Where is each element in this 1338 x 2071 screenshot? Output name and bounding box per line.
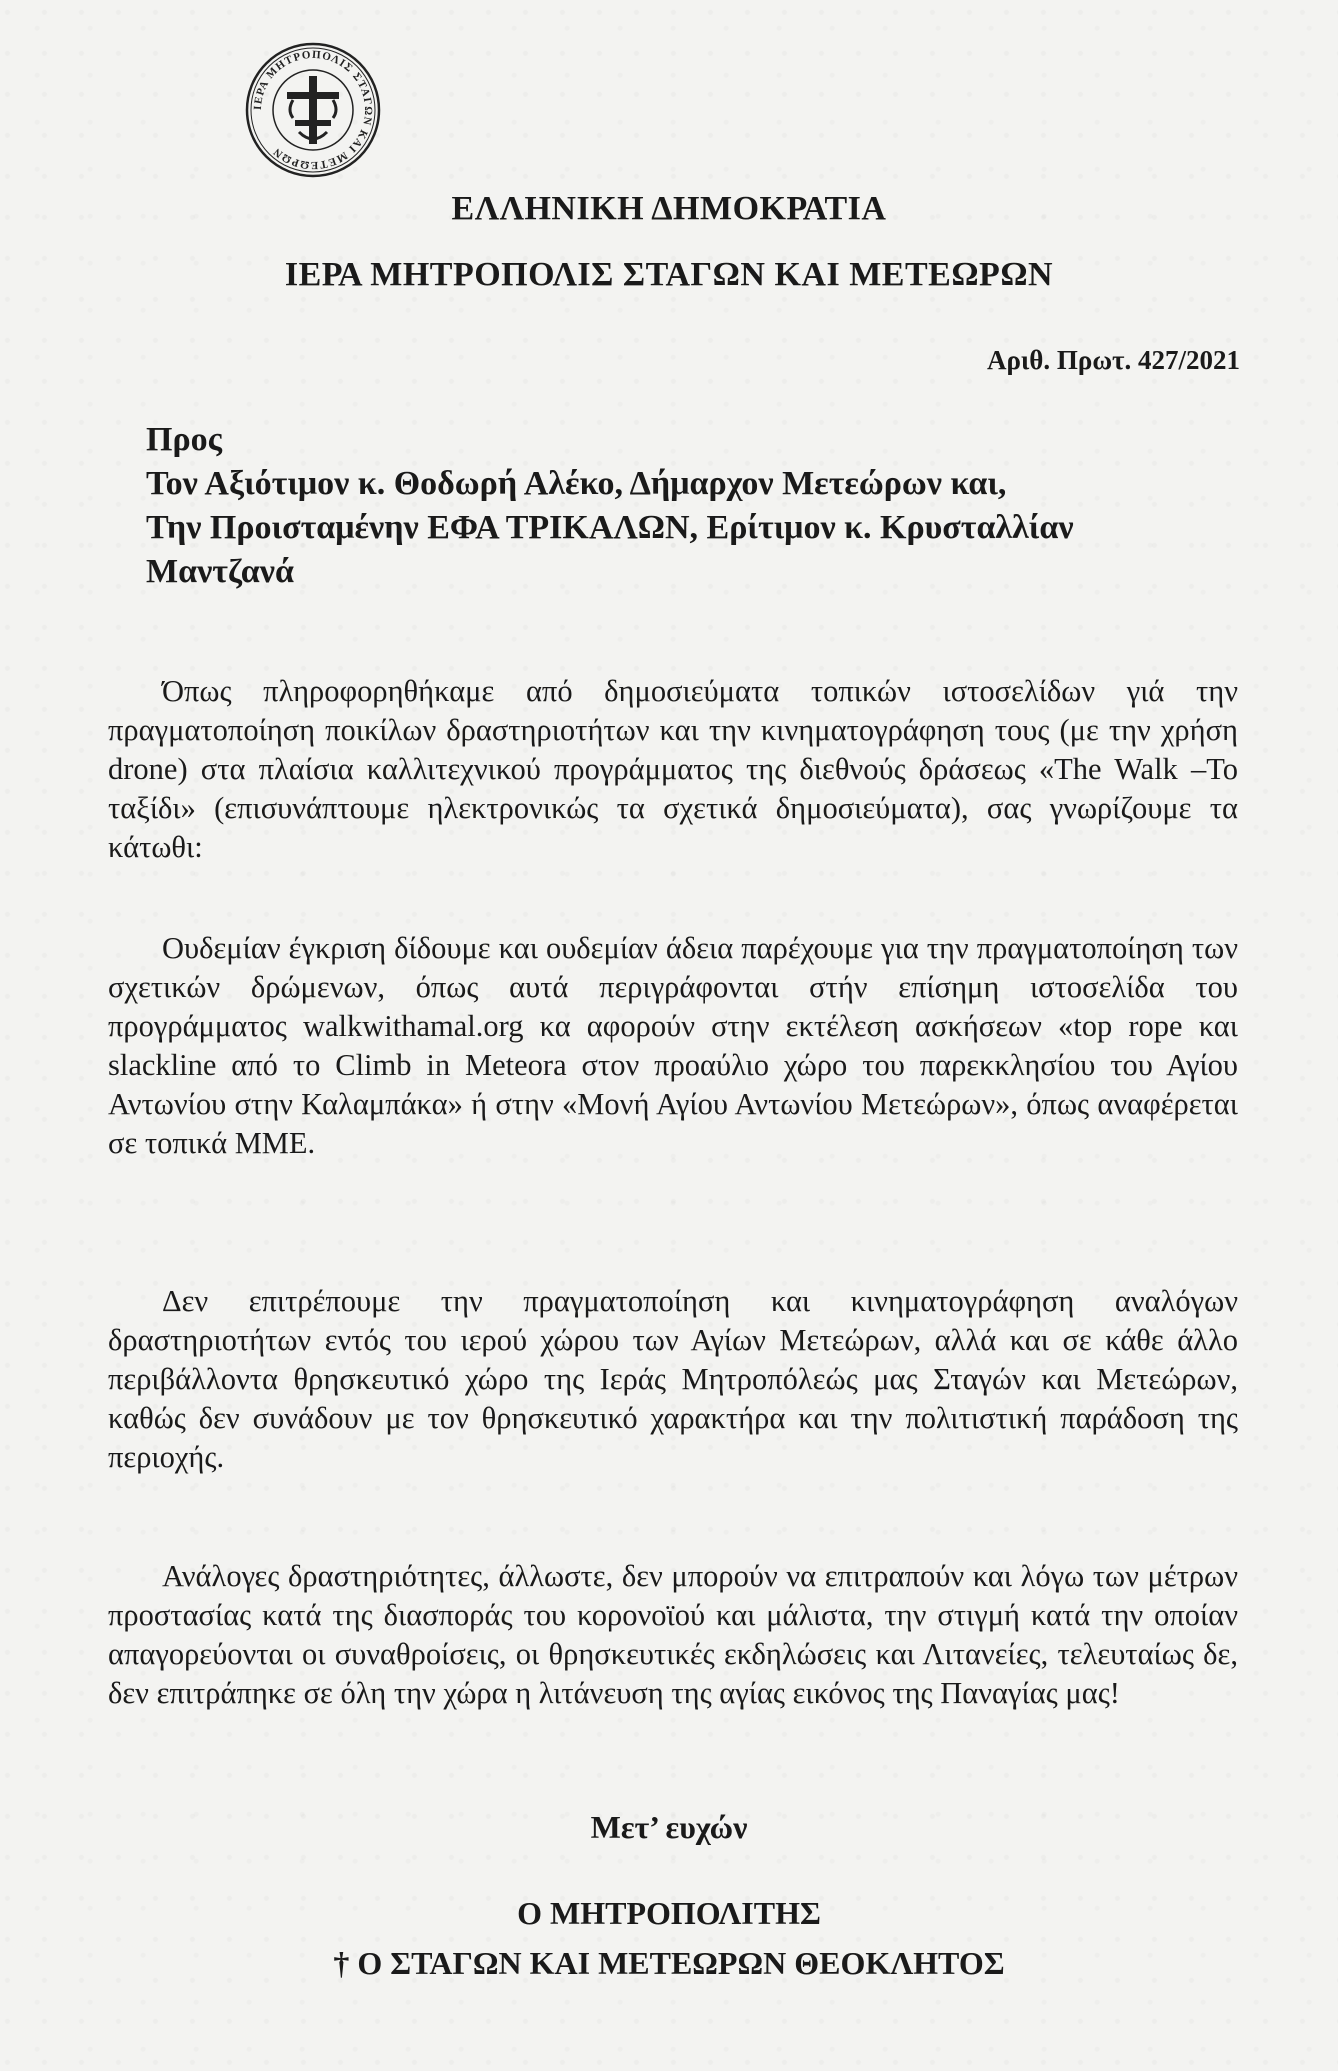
country-title: ΕΛΛΗΝΙΚΗ ΔΗΜΟΚΡΑΤΙΑ [451,190,887,227]
body-paragraph: Όπως πληροφορηθήκαμε από δημοσιεύματα τοπικών ιστοσελίδων γιά την πραγματοποίηση ποικίλων δραστηριοτήτων και την κινηματογράφηση τους (με την χρήση drone) στα πλαίσια καλλιτεχνικού προγράμματος της διεθνούς δράσεως «The Walk –Το ταξίδι» (επισυνάπτουμε ηλεκτρονικώς τα σχετικά δημοσιεύματα), σας γνωρίζουμε τα κάτωθι: [108,674,1238,864]
body-paragraph: Ουδεμίαν έγκριση δίδουμε και ουδεμίαν άδεια παρέχουμε για την πραγματοποίηση των σχετικών δρώμενων, όπως αυτά περιγράφονται στήν επίσημη ιστοσελίδα του προγράμματος walkwithamal.org κα αφορούν στην εκτέλεση ασκήσεων «top rope και slackline από το Climb in Meteora στον προαύλιο χώρο του παρεκκλησίου του Αγίου Αντωνίου στην Καλαμπάκα» ή στην «Μονή Αγίου Αντωνίου Μετεώρων», όπως αναφέρεται σε τοπικά ΜΜΕ. [108,931,1238,1160]
metropolis-seal-icon [243,40,383,180]
svg-text:ΙΕΡΑ ΜΗΤΡΟΠΟΛΙΣ ΣΤΑΓΩΝ ΚΑΙ ΜΕΤ: ΙΕΡΑ ΜΗΤΡΟΠΟΛΙΣ ΣΤΑΓΩΝ ΚΑΙ ΜΕΤΕΩΡΩΝ [251,48,375,172]
metropolis-title: ΙΕΡΑ ΜΗΤΡΟΠΟΛΙΣ ΣΤΑΓΩΝ ΚΑΙ ΜΕΤΕΩΡΩΝ [284,256,1054,293]
body-paragraph: Ανάλογες δραστηριότητες, άλλωστε, δεν μπορούν να επιτραπούν και λόγω των μέτρων προστασίας κατά της διασποράς του κορονοϊού και μάλιστα, την στιγμή κατά την οποίαν απαγορεύονται οι συναθροίσεις, οι θρησκευτικές εκδηλώσεις και Λιτανείες, τελευταίως δε, δεν επιτράπηκε σε όλη την χώρα η λιτάνευση της αγίας εικόνος της Παναγίας μας! [108,1559,1238,1710]
recipient-line: Τον Αξιότιμον κ. Θοδωρή Αλέκο, Δήμαρχον Μετεώρων και, [146,465,1007,502]
body-paragraph: Δεν επιτρέπουμε την πραγματοποίηση και κινηματογράφηση αναλόγων δραστηριοτήτων εντός του ιερού χώρου των Αγίων Μετεώρων, αλλά και σε κάθε άλλο περιβάλλοντα θρησκευτικό χώρο της Ιεράς Μητροπόλεώς μας Σταγών και Μετεώρων, καθώς δεν συνάδουν με τον θρησκευτικό χαρακτήρα και την πολιτιστική παράδοση της περιοχής. [108,1284,1238,1474]
signatory-name: † Ο ΣΤΑΓΩΝ ΚΑΙ ΜΕΤΕΩΡΩΝ ΘΕΟΚΛΗΤΟΣ [333,1945,1005,1981]
recipients-block [146,418,1246,594]
recipient-line: Την Προισταμένην ΕΦΑ ΤΡΙΚΑΛΩΝ, Ερίτιμον κ. Κρυσταλλίαν [146,509,1074,546]
signatory-title: Ο ΜΗΤΡΟΠΟΛΙΤΗΣ [517,1895,821,1931]
protocol-number: Αριθ. Πρωτ. 427/2021 [986,345,1240,375]
closing-greeting: Μετ’ ευχών [590,1809,748,1845]
recipient-line: Μαντζανά [146,553,294,590]
recipients-label: Προς [146,421,222,458]
